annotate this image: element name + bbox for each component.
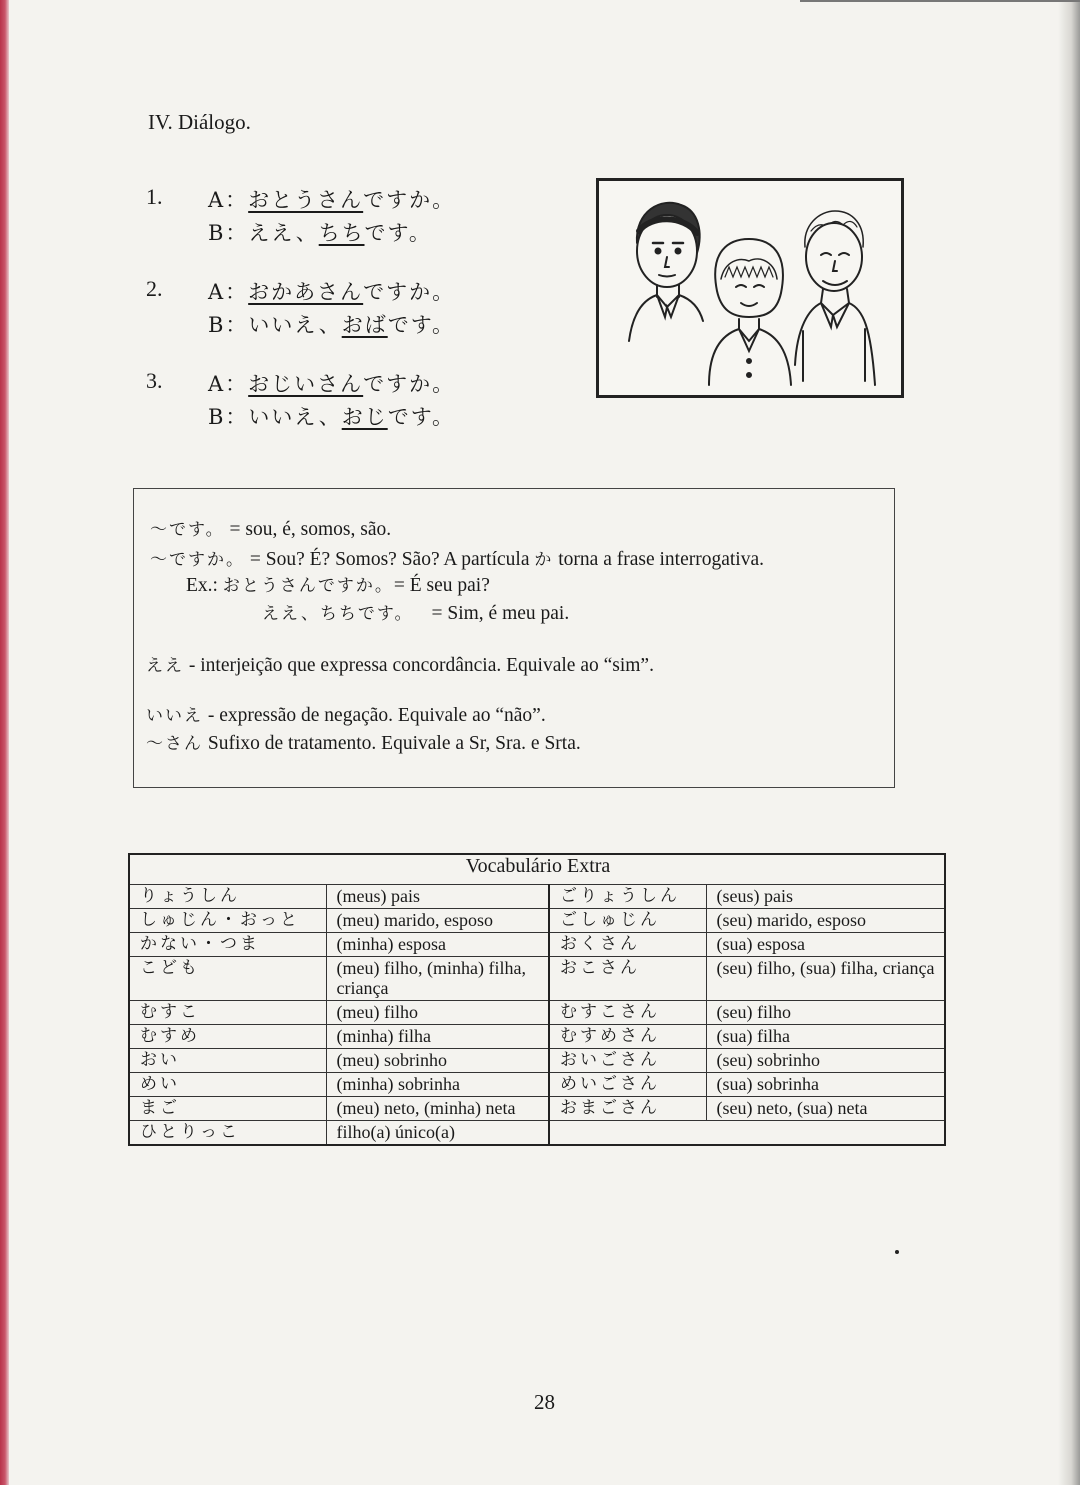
table-row xyxy=(129,909,945,933)
table-cell: (meus) pais xyxy=(326,885,549,909)
table-cell: (seu) neto, (sua) neta xyxy=(706,1097,945,1121)
note-line-iie: いいえ - expressão de negação. Equivale ao “não”. xyxy=(146,705,546,726)
table-cell: ごしゅじん xyxy=(549,909,706,933)
table-cell: おい xyxy=(129,1049,326,1073)
table-cell: (seu) filho, (sua) filha, criança xyxy=(706,957,945,1001)
table-cell: (meu) neto, (minha) neta xyxy=(326,1097,549,1121)
table-cell: まご xyxy=(129,1097,326,1121)
table-cell: むすこ xyxy=(129,1001,326,1025)
underlined-word: おかあさん xyxy=(248,280,364,304)
table-cell: めい xyxy=(129,1073,326,1097)
table-cell: おまごさん xyxy=(549,1097,706,1121)
table-header-row xyxy=(129,854,945,885)
dialog-number: 2. xyxy=(146,276,163,301)
vocabulary-table xyxy=(128,853,946,1146)
table-cell: (seu) sobrinho xyxy=(706,1049,945,1073)
table-cell: (minha) sobrinha xyxy=(326,1073,549,1097)
underlined-word: おば xyxy=(341,313,388,337)
dialog-line-b: B：いいえ、おじです。 xyxy=(208,405,456,429)
table-row xyxy=(129,1073,945,1097)
note-line-desuka: ～ですか。 = Sou? É? Somos? São? A partícula か torna a frase interrogativa. xyxy=(150,549,764,570)
page-number: 28 xyxy=(534,1390,555,1414)
grammar-note-box xyxy=(133,488,895,788)
table-cell: (meu) filho xyxy=(326,1001,549,1025)
family-drawing xyxy=(599,181,901,395)
table-cell: むすめさん xyxy=(549,1025,706,1049)
table-cell: おこさん xyxy=(549,957,706,1001)
table-cell-empty xyxy=(549,1121,945,1146)
note-line-san: ～さん Sufixo de tratamento. Equivale a Sr, Sra. e Srta. xyxy=(146,733,581,754)
father-figure xyxy=(629,203,703,341)
dialog-line-b: B：ええ、ちちです。 xyxy=(208,221,432,245)
table-cell: (meu) filho, (minha) filha, criança xyxy=(326,957,549,1001)
table-cell: (seu) marido, esposo xyxy=(706,909,945,933)
mother-figure xyxy=(709,239,791,385)
table-cell: かない・つま xyxy=(129,933,326,957)
underlined-word: おとうさん xyxy=(248,188,364,212)
table-row xyxy=(129,885,945,909)
family-illustration xyxy=(596,178,904,398)
note-line-ee: ええ - interjeição que expressa concordância. Equivale ao “sim”. xyxy=(146,655,654,676)
top-edge-line xyxy=(800,0,1080,2)
table-row xyxy=(129,957,945,1001)
table-cell: ひとりっこ xyxy=(129,1121,326,1146)
table-row xyxy=(129,1049,945,1073)
table-cell: (seu) filho xyxy=(706,1001,945,1025)
table-row xyxy=(129,1001,945,1025)
dialog-number: 3. xyxy=(146,368,163,393)
table-cell: (minha) esposa xyxy=(326,933,549,957)
grandfather-figure xyxy=(795,211,875,385)
table-cell: (seus) pais xyxy=(706,885,945,909)
underlined-word: おじ xyxy=(341,405,388,429)
table-cell: むすめ xyxy=(129,1025,326,1049)
table-title: Vocabulário Extra xyxy=(129,854,945,885)
table-cell: こども xyxy=(129,957,326,1001)
table-cell: (sua) sobrinha xyxy=(706,1073,945,1097)
note-line-example-answer: ええ、ちちです。 = Sim, é meu pai. xyxy=(262,603,570,624)
table-row xyxy=(129,1097,945,1121)
table-cell: ごりょうしん xyxy=(549,885,706,909)
table-cell: (sua) esposa xyxy=(706,933,945,957)
dialog-line-a: A：おかあさんですか。 xyxy=(208,280,456,304)
table-cell: めいごさん xyxy=(549,1073,706,1097)
table-cell: filho(a) único(a) xyxy=(326,1121,549,1146)
table-row xyxy=(129,1025,945,1049)
table-cell: むすこさん xyxy=(549,1001,706,1025)
table-cell: りょうしん xyxy=(129,885,326,909)
table-cell: しゅじん・おっと xyxy=(129,909,326,933)
table-cell: (meu) sobrinho xyxy=(326,1049,549,1073)
table-cell: おくさん xyxy=(549,933,706,957)
stray-mark xyxy=(895,1250,899,1254)
note-line-desu: ～です。 = sou, é, somos, são. xyxy=(150,519,392,540)
dialog-line-a: A：おとうさんですか。 xyxy=(208,188,456,212)
underlined-word: ちち xyxy=(318,221,365,245)
table-cell: (meu) marido, esposo xyxy=(326,909,549,933)
table-cell: (minha) filha xyxy=(326,1025,549,1049)
book-spine-edge xyxy=(0,0,9,1485)
section-title: IV. Diálogo. xyxy=(148,110,251,134)
dialog-line-b: B：いいえ、おばです。 xyxy=(208,313,456,337)
dialog-line-a: A：おじいさんですか。 xyxy=(208,372,456,396)
table-cell: おいごさん xyxy=(549,1049,706,1073)
table-row xyxy=(129,1121,945,1146)
table-cell: (sua) filha xyxy=(706,1025,945,1049)
note-line-example: Ex.: おとうさんですか。= É seu pai? xyxy=(186,575,490,596)
dialog-number: 1. xyxy=(146,184,163,209)
table-row xyxy=(129,933,945,957)
underlined-word: おじいさん xyxy=(248,372,364,396)
page-edge-shadow xyxy=(1058,0,1080,1485)
